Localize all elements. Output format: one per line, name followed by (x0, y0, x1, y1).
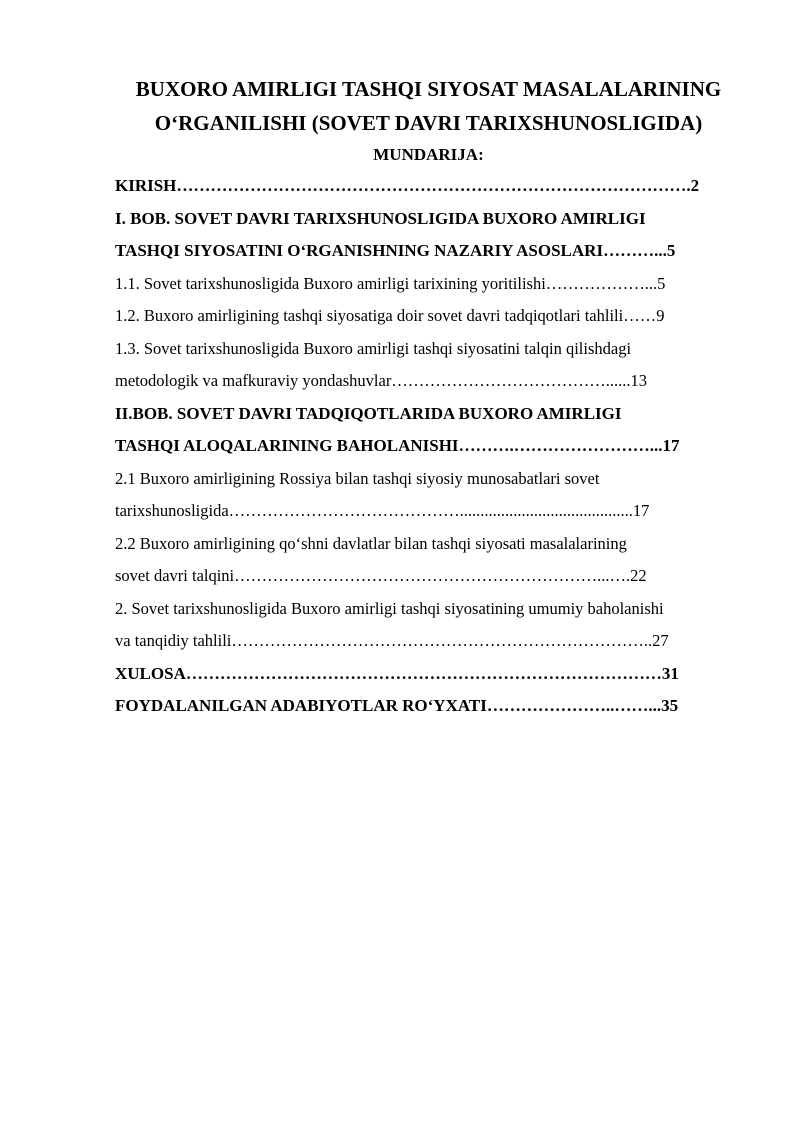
toc-entry (115, 528, 742, 593)
document-title-line-2: O‘RGANILISHI (SOVET DAVRI TARIXSHUNOSLIGIDA) (154, 111, 703, 135)
toc-entry-line: FOYDALANILGAN ADABIYOTLAR RO‘YXATI…………………..……...35 (115, 696, 679, 715)
toc-entry (115, 333, 742, 398)
toc-entry-line: TASHQI ALOQALARINING BAHOLANISHI……….……………………...17 (115, 436, 680, 455)
toc-entry-line: 2.1 Buxoro amirligining Rossiya bilan tashqi siyosiy munosabatlari sovet (115, 468, 600, 488)
toc-entry (115, 463, 742, 528)
document-page (115, 72, 742, 723)
toc-entry (115, 593, 742, 658)
toc-entry-line: 1.2. Buxoro amirligining tashqi siyosatiga doir sovet davri tadqiqotlari tahlili……9 (115, 306, 665, 325)
toc-entry-line: 2. Sovet tarixshunosligida Buxoro amirligi tashqi siyosatining umumiy baholanishi (115, 598, 664, 618)
toc-entry (115, 690, 742, 723)
table-of-contents (115, 170, 742, 723)
toc-entry-line: tarixshunosligida……………………………………..........................................17 (115, 501, 650, 520)
toc-entry (115, 203, 742, 268)
toc-entry-line: KIRISH……………………………………………………………………………….2 (115, 176, 700, 195)
toc-entry-line: 1.1. Sovet tarixshunosligida Buxoro amirligi tarixining yoritilishi………………...5 (115, 273, 666, 293)
toc-entry (115, 170, 742, 203)
toc-entry (115, 300, 742, 333)
toc-entry-line: I. BOB. SOVET DAVRI TARIXSHUNOSLIGIDA BUXORO AMIRLIGI (115, 208, 646, 228)
toc-entry-line: metodologik va mafkuraviy yondashuvlar…………………………………......13 (115, 371, 648, 390)
toc-entry-line: XULOSA…………………………………………………………………………31 (115, 663, 679, 683)
toc-entry (115, 268, 742, 301)
toc-entry-line: 2.2 Buxoro amirligining qo‘shni davlatlar bilan tashqi siyosati masalalarining (115, 533, 627, 553)
toc-entry-line: TASHQI SIYOSATINI O‘RGANISHNING NAZARIY ASOSLARI………...5 (115, 241, 676, 260)
toc-entry-line: 1.3. Sovet tarixshunosligida Buxoro amirligi tashqi siyosatini talqin qilishdagi (115, 338, 632, 358)
contents-heading: MUNDARIJA: (373, 145, 484, 164)
toc-entry (115, 398, 742, 463)
toc-entry-line: sovet davri talqini…………………………………………………………...….22 (115, 566, 647, 585)
toc-entry (115, 658, 742, 691)
toc-entry-line: II.BOB. SOVET DAVRI TADQIQOTLARIDA BUXORO AMIRLIGI (115, 403, 622, 423)
document-title-line-1: BUXORO AMIRLIGI TASHQI SIYOSAT MASALALARINING (135, 77, 722, 101)
toc-entry-line: va tanqidiy tahlili…………………………………………………………………..27 (115, 631, 669, 650)
